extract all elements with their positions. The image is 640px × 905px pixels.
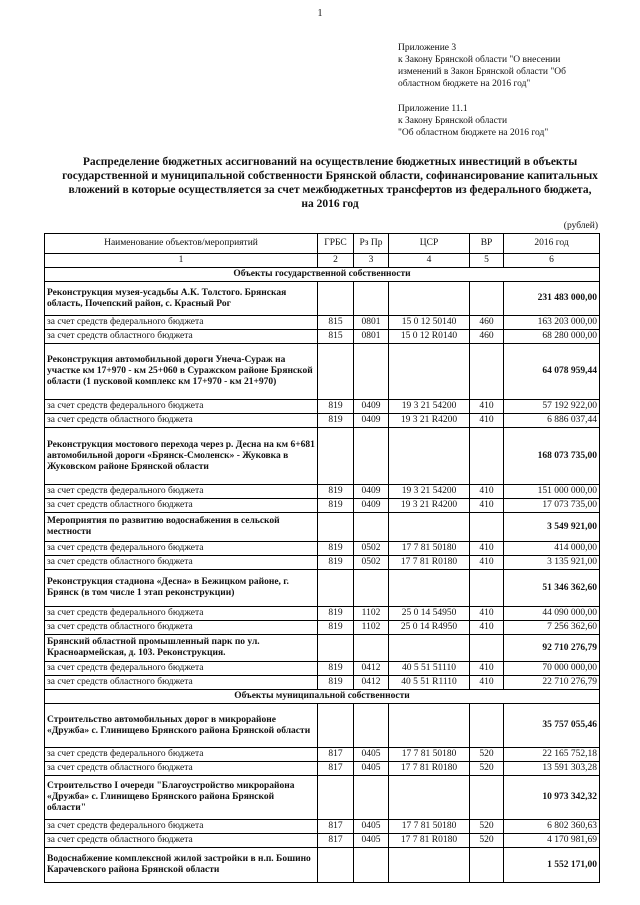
sum-cell: 4 170 981,69	[504, 834, 600, 848]
grbs-cell: 819	[318, 542, 354, 556]
grbs-cell: 819	[318, 607, 354, 621]
vr-cell: 410	[470, 662, 504, 676]
annex-line: изменений в Закон Брянской области "Об	[398, 67, 566, 77]
object-total: 51 346 362,60	[504, 570, 600, 607]
vr-cell: 520	[470, 748, 504, 762]
rzpr-cell: 0801	[354, 330, 389, 344]
object-name: Брянский областной промышленный парк по ул. Красноармейская, д. 103. Реконструкция.	[45, 635, 318, 662]
object-total: 64 078 959,44	[504, 344, 600, 400]
csr-cell: 15 0 12 50140	[389, 316, 470, 330]
rzpr-cell: 0405	[354, 834, 389, 848]
vr-cell: 460	[470, 316, 504, 330]
vr-cell: 520	[470, 820, 504, 834]
annex-line: к Закону Брянской области	[398, 116, 508, 126]
object-row	[45, 635, 600, 662]
annex-line: Приложение 11.1	[398, 104, 468, 114]
funding-label: за счет средств федерального бюджета	[45, 662, 318, 676]
funding-row-federal	[45, 316, 600, 330]
title-line: вложений в которые осуществляется за счет межбюджетных трансфертов из федерального бюджета,	[68, 184, 592, 196]
object-name: Реконструкция музея-усадьбы А.К. Толстого. Брянская область, Почепский район, с. Красный Рог	[45, 282, 318, 316]
funding-row-federal	[45, 748, 600, 762]
sum-cell: 6 886 037,44	[504, 414, 600, 428]
funding-row-regional	[45, 556, 600, 570]
funding-label: за счет средств федерального бюджета	[45, 748, 318, 762]
object-name: Строительство автомобильных дорог в микрорайоне «Дружба» с. Глинищево Брянского района Брянской области	[45, 704, 318, 748]
column-number-row	[45, 254, 600, 268]
grbs-cell: 815	[318, 330, 354, 344]
sum-cell: 68 280 000,00	[504, 330, 600, 344]
grbs-cell: 817	[318, 748, 354, 762]
csr-cell: 17 7 81 R0180	[389, 834, 470, 848]
vr-cell: 410	[470, 400, 504, 414]
vr-cell: 410	[470, 499, 504, 513]
csr-cell: 25 0 14 54950	[389, 607, 470, 621]
rzpr-cell: 1102	[354, 607, 389, 621]
sum-cell: 163 203 000,00	[504, 316, 600, 330]
grbs-cell: 819	[318, 400, 354, 414]
currency-unit: (рублей)	[563, 221, 598, 231]
object-total: 3 549 921,00	[504, 513, 600, 542]
funding-label: за счет средств областного бюджета	[45, 834, 318, 848]
object-name: Реконструкция мостового перехода через р. Десна на км 6+681 автомобильной дороги «Брянск-Смоленск» - Жуковка в Жуковском районе Брянской области	[45, 428, 318, 485]
grbs-cell: 819	[318, 499, 354, 513]
grbs-cell: 819	[318, 556, 354, 570]
annex-line: Приложение 3	[398, 43, 457, 53]
object-name: Строительство I очереди "Благоустройство микрорайона «Дружба» с. Глинищево Брянского района Брянской области"	[45, 776, 318, 820]
funding-label: за счет средств областного бюджета	[45, 330, 318, 344]
funding-row-federal	[45, 607, 600, 621]
vr-cell: 410	[470, 485, 504, 499]
annex-line: областном бюджете на 2016 год"	[398, 79, 531, 89]
annex-line: к Закону Брянской области "О внесении	[398, 55, 561, 65]
sum-cell: 151 000 000,00	[504, 485, 600, 499]
funding-row-regional	[45, 414, 600, 428]
funding-row-federal	[45, 400, 600, 414]
rzpr-cell: 0409	[354, 499, 389, 513]
grbs-cell: 817	[318, 834, 354, 848]
budget-table	[44, 233, 600, 883]
col-num: 6	[504, 254, 600, 268]
sum-cell: 13 591 303,28	[504, 762, 600, 776]
section-state-heading: Объекты государственной собственности	[45, 268, 600, 282]
annex-11-1-reference	[398, 103, 548, 139]
vr-cell: 520	[470, 834, 504, 848]
sum-cell: 7 256 362,60	[504, 621, 600, 635]
vr-cell: 410	[470, 607, 504, 621]
header-year: 2016 год	[504, 234, 600, 254]
title-line: Распределение бюджетных ассигнований на осуществление бюджетных инвестиций в объекты	[82, 156, 578, 168]
rzpr-cell: 0409	[354, 400, 389, 414]
object-row	[45, 282, 600, 316]
vr-cell: 410	[470, 414, 504, 428]
rzpr-cell: 0412	[354, 662, 389, 676]
col-num: 5	[470, 254, 504, 268]
funding-row-regional	[45, 762, 600, 776]
csr-cell: 19 3 21 R4200	[389, 499, 470, 513]
funding-row-federal	[45, 485, 600, 499]
object-total: 10 973 342,32	[504, 776, 600, 820]
sum-cell: 70 000 000,00	[504, 662, 600, 676]
rzpr-cell: 0412	[354, 676, 389, 690]
header-grbs: ГРБС	[318, 234, 354, 254]
page-number: 1	[317, 8, 323, 19]
funding-row-regional	[45, 676, 600, 690]
funding-row-regional	[45, 330, 600, 344]
funding-label: за счет средств областного бюджета	[45, 499, 318, 513]
csr-cell: 17 7 81 50180	[389, 542, 470, 556]
grbs-cell: 819	[318, 485, 354, 499]
section-municipal-heading: Объекты муниципальной собственности	[45, 690, 600, 704]
rzpr-cell: 0801	[354, 316, 389, 330]
object-row	[45, 344, 600, 400]
funding-label: за счет средств областного бюджета	[45, 621, 318, 635]
vr-cell: 520	[470, 762, 504, 776]
sum-cell: 22 165 752,18	[504, 748, 600, 762]
rzpr-cell: 0502	[354, 556, 389, 570]
sum-cell: 17 073 735,00	[504, 499, 600, 513]
grbs-cell: 819	[318, 676, 354, 690]
object-total: 231 483 000,00	[504, 282, 600, 316]
sum-cell: 44 090 000,00	[504, 607, 600, 621]
object-name: Мероприятия по развитию водоснабжения в сельской местности	[45, 513, 318, 542]
csr-cell: 25 0 14 R4950	[389, 621, 470, 635]
csr-cell: 17 7 81 R0180	[389, 556, 470, 570]
funding-label: за счет средств областного бюджета	[45, 556, 318, 570]
header-csr: ЦСР	[389, 234, 470, 254]
rzpr-cell: 0409	[354, 414, 389, 428]
section-row	[45, 690, 600, 704]
rzpr-cell: 0409	[354, 485, 389, 499]
header-rzpr: Рз Пр	[354, 234, 389, 254]
annex-line: "Об областном бюджете на 2016 год"	[398, 128, 549, 138]
col-num: 1	[45, 254, 318, 268]
sum-cell: 3 135 921,00	[504, 556, 600, 570]
funding-label: за счет средств федерального бюджета	[45, 485, 318, 499]
object-row	[45, 513, 600, 542]
vr-cell: 460	[470, 330, 504, 344]
grbs-cell: 819	[318, 414, 354, 428]
object-row	[45, 704, 600, 748]
funding-label: за счет средств федерального бюджета	[45, 607, 318, 621]
grbs-cell: 817	[318, 762, 354, 776]
funding-label: за счет средств федерального бюджета	[45, 316, 318, 330]
rzpr-cell: 0405	[354, 748, 389, 762]
funding-label: за счет средств федерального бюджета	[45, 820, 318, 834]
title-line: на 2016 год	[301, 198, 359, 210]
object-total: 35 757 055,46	[504, 704, 600, 748]
vr-cell: 410	[470, 621, 504, 635]
title-line: государственной и муниципальной собственности Брянской области, софинансирование капитальных	[62, 170, 598, 182]
header-vr: ВР	[470, 234, 504, 254]
grbs-cell: 819	[318, 621, 354, 635]
table-header-row	[45, 234, 600, 254]
header-name: Наименование объектов/мероприятий	[45, 234, 318, 254]
funding-row-regional	[45, 621, 600, 635]
vr-cell: 410	[470, 542, 504, 556]
funding-row-federal	[45, 820, 600, 834]
annex-3-reference	[398, 42, 566, 90]
vr-cell: 410	[470, 556, 504, 570]
grbs-cell: 817	[318, 820, 354, 834]
object-name: Реконструкция стадиона «Десна» в Бежицком районе, г. Брянск (в том числе 1 этап реконструкции)	[45, 570, 318, 607]
csr-cell: 19 3 21 54200	[389, 485, 470, 499]
csr-cell: 17 7 81 R0180	[389, 762, 470, 776]
col-num: 3	[354, 254, 389, 268]
object-name: Водоснабжение комплексной жилой застройки в н.п. Бошино Карачевского района Брянской области	[45, 848, 318, 883]
csr-cell: 40 5 51 51110	[389, 662, 470, 676]
object-row	[45, 570, 600, 607]
vr-cell: 410	[470, 676, 504, 690]
grbs-cell: 819	[318, 662, 354, 676]
object-name: Реконструкция автомобильной дороги Унеча-Сураж на участке км 17+970 - км 25+060 в Суражском районе Брянской области (1 пусковой комплекс км 17+970 - км 21+970)	[45, 344, 318, 400]
object-total: 92 710 276,79	[504, 635, 600, 662]
section-row	[45, 268, 600, 282]
funding-row-federal	[45, 662, 600, 676]
sum-cell: 6 802 360,63	[504, 820, 600, 834]
funding-row-federal	[45, 542, 600, 556]
csr-cell: 17 7 81 50180	[389, 748, 470, 762]
funding-label: за счет средств областного бюджета	[45, 676, 318, 690]
rzpr-cell: 0502	[354, 542, 389, 556]
sum-cell: 22 710 276,79	[504, 676, 600, 690]
sum-cell: 57 192 922,00	[504, 400, 600, 414]
rzpr-cell: 0405	[354, 820, 389, 834]
funding-row-regional	[45, 499, 600, 513]
object-row	[45, 848, 600, 883]
rzpr-cell: 0405	[354, 762, 389, 776]
funding-row-regional	[45, 834, 600, 848]
col-num: 4	[389, 254, 470, 268]
csr-cell: 19 3 21 R4200	[389, 414, 470, 428]
csr-cell: 17 7 81 50180	[389, 820, 470, 834]
document-title	[50, 155, 610, 211]
grbs-cell: 815	[318, 316, 354, 330]
csr-cell: 19 3 21 54200	[389, 400, 470, 414]
funding-label: за счет средств федерального бюджета	[45, 400, 318, 414]
funding-label: за счет средств федерального бюджета	[45, 542, 318, 556]
object-row	[45, 428, 600, 485]
sum-cell: 414 000,00	[504, 542, 600, 556]
funding-label: за счет средств областного бюджета	[45, 414, 318, 428]
csr-cell: 15 0 12 R0140	[389, 330, 470, 344]
object-total: 1 552 171,00	[504, 848, 600, 883]
object-row	[45, 776, 600, 820]
csr-cell: 40 5 51 R1110	[389, 676, 470, 690]
rzpr-cell: 1102	[354, 621, 389, 635]
funding-label: за счет средств областного бюджета	[45, 762, 318, 776]
col-num: 2	[318, 254, 354, 268]
object-total: 168 073 735,00	[504, 428, 600, 485]
